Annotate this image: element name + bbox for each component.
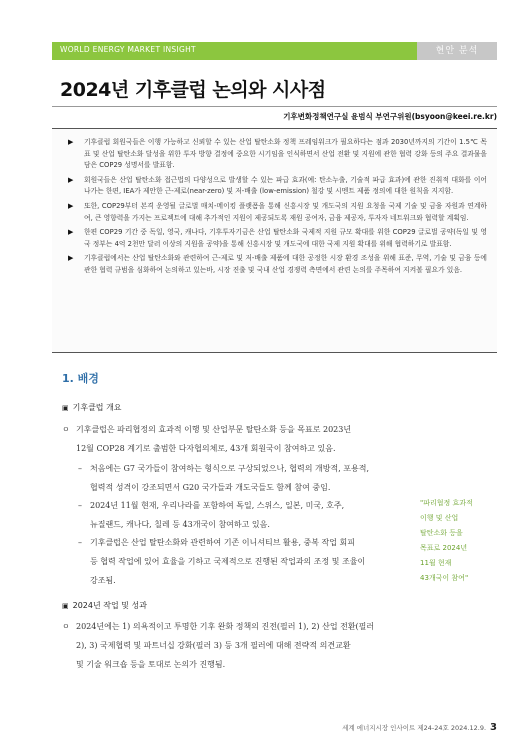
dash-item <box>78 533 418 590</box>
triangle-bullet-icon: ▶ <box>68 201 74 210</box>
page-footer <box>342 722 497 733</box>
triangle-bullet-icon: ▶ <box>68 228 74 237</box>
summary-text: 한편 COP29 기간 중 독일, 영국, 캐나다, 기후투자기금은 산업 탈탄소화 국제적 지원 규모 확대를 위한 COP29 글로벌 공약(독일 및 영국 정부는 4억 2천만 달러 이상의 지원을 공약)을 통해 신흥시장 및 개도국에 대한 국제 지원 확대를 위해 협력하기로 발표함. <box>84 228 487 248</box>
dash-item <box>78 459 423 497</box>
subsection-heading <box>62 402 122 413</box>
dash-bullet: – <box>78 538 82 547</box>
text-line: 협력적 성격이 강조되면서 G20 국가들과 개도국들도 함께 참여 중임. <box>90 483 331 492</box>
square-bullet-icon: ▣ <box>62 404 69 412</box>
summary-item <box>64 253 487 276</box>
paragraph <box>62 617 432 674</box>
text-line: 처음에는 G7 국가들이 참여하는 형식으로 구상되었으나, 협력의 개방적, 포용적, <box>90 464 370 473</box>
pull-quote-line: 목표로 2024년 <box>420 544 468 552</box>
summary-box <box>52 128 497 353</box>
summary-item <box>64 227 487 250</box>
text-line: 12월 COP28 계기로 출범한 다자협의체로, 43개 회원국이 참여하고 있음. <box>76 444 336 453</box>
subsection-heading <box>62 600 147 611</box>
summary-text: 또한, COP29부터 본격 운영될 글로벌 매치-메이킹 플랫폼을 통해 신흥시장 및 개도국의 지원 요청을 국제 기술 및 금융 자원과 연계하여, 큰 영향력을 가지는 프로젝트에 대해 추가적인 지원이 제공되도록 재원 공여자, 금융 제공자, 투자자 네트워크와 협력할 계획임. <box>84 201 487 222</box>
text-line: 및 기술 워크숍 등을 토대로 논의가 진행됨. <box>76 660 226 669</box>
text-line: 2024년에는 1) 의욕적이고 투명한 기후 완화 정책의 진전(필러 1), 2) 산업 전환(필러 <box>76 622 375 631</box>
page-title: 2024년 기후클럽 논의와 시사점 <box>60 79 326 101</box>
pull-quote-line: 11월 현재 <box>420 559 452 567</box>
text-line: 2), 3) 국제협력 및 파트너십 강화(필러 3) 등 3개 필러에 대해 전략적 의견교환 <box>76 641 351 650</box>
circle-bullet-icon: ㅇ <box>62 622 70 631</box>
summary-item <box>64 175 487 198</box>
dash-bullet: – <box>78 464 82 473</box>
triangle-bullet-icon: ▶ <box>68 254 74 263</box>
pull-quote-line: 43개국이 참여" <box>420 574 469 582</box>
subsection-title: 2024년 작업 및 성과 <box>72 601 147 610</box>
dash-item <box>78 496 418 534</box>
summary-item <box>64 137 487 172</box>
summary-item <box>64 201 487 224</box>
summary-text: 회원국들은 산업 탈탄소화 접근법의 다양성으로 발생할 수 있는 파급 효과(예: 탄소누출, 기술적 파급 효과)에 관한 진취적 대화를 이어 나가는 한편, IEA가 제안한 근-제로(near-zero) 및 저-배출 (low-emission) 철강 및 시멘트 제품 정의에 대한 원칙을 지지함. <box>84 175 487 196</box>
summary-text: 기후클럽 회원국들은 이행 가능하고 신뢰할 수 있는 산업 탈탄소화 정책 프레임워크가 필요하다는 점과 2030년까지의 기간이 1.5℃ 목표 및 산업 탈탄소화 달성을 위한 투자 방향 결정에 중요한 시기임을 인식하면서 산업 전환 및 지원에 관한 협력 강화 등의 주요 결과물을 담은 COP29 성명서를 발표함. <box>84 138 487 170</box>
text-line: 2024년 11월 현재, 우리나라를 포함하여 독일, 스위스, 일본, 미국, 호주, <box>90 501 345 510</box>
subsection-title: 기후클럽 개요 <box>72 403 122 412</box>
title-divider <box>52 106 497 107</box>
page-number: 3 <box>490 722 497 733</box>
pull-quote-line: 탈탄소화 등을 <box>420 529 463 537</box>
text-line: 강조됨. <box>90 576 116 585</box>
paragraph <box>62 420 422 458</box>
dash-bullet: – <box>78 501 82 510</box>
pull-quote-line: "파리협정 효과적 <box>420 499 473 507</box>
header-bar <box>52 42 497 60</box>
section-heading: 1. 배경 <box>62 372 99 385</box>
publication-name: WORLD ENERGY MARKET INSIGHT <box>60 45 196 54</box>
pull-quote <box>420 496 490 586</box>
triangle-bullet-icon: ▶ <box>68 175 74 184</box>
text-line: 기후클럽은 파리협정의 효과적 이행 및 산업부문 탈탄소화 등을 목표로 2023년 <box>76 425 352 434</box>
triangle-bullet-icon: ▶ <box>68 138 74 146</box>
section-tab: 현안 분석 <box>417 42 497 60</box>
pull-quote-line: 이행 및 산업 <box>420 514 459 522</box>
author-line: 기후변화정책연구실 윤범식 부연구위원(bsyoon@keei.re.kr) <box>283 112 497 121</box>
summary-text: 기후클럽에서는 산업 탈탄소화와 관련하여 근-제로 및 저-배출 제품에 대한 공정한 시장 환경 조성을 위해 표준, 무역, 기술 및 금융 등에 관한 협력 규범을 심화하여 논의하고 있는바, 시장 진출 및 국내 산업 경쟁력 측면에서 관련 논의를 주목하여 지켜볼 필요가 있음. <box>84 254 487 274</box>
text-line: 등 협력 작업에 있어 효율을 기하고 국제적으로 진행된 작업과의 조정 및 조율이 <box>90 557 366 566</box>
footer-text: 세계 에너지시장 인사이트 제24-24호 2024.12.9. <box>342 724 487 732</box>
circle-bullet-icon: ㅇ <box>62 425 70 434</box>
square-bullet-icon: ▣ <box>62 602 69 610</box>
text-line: 뉴질랜드, 캐나다, 칠레 등 43개국이 참여하고 있음. <box>90 520 270 529</box>
text-line: 기후클럽은 산업 탈탄소화와 관련하여 기존 이니셔티브 활용, 중복 작업 회피 <box>90 538 355 547</box>
